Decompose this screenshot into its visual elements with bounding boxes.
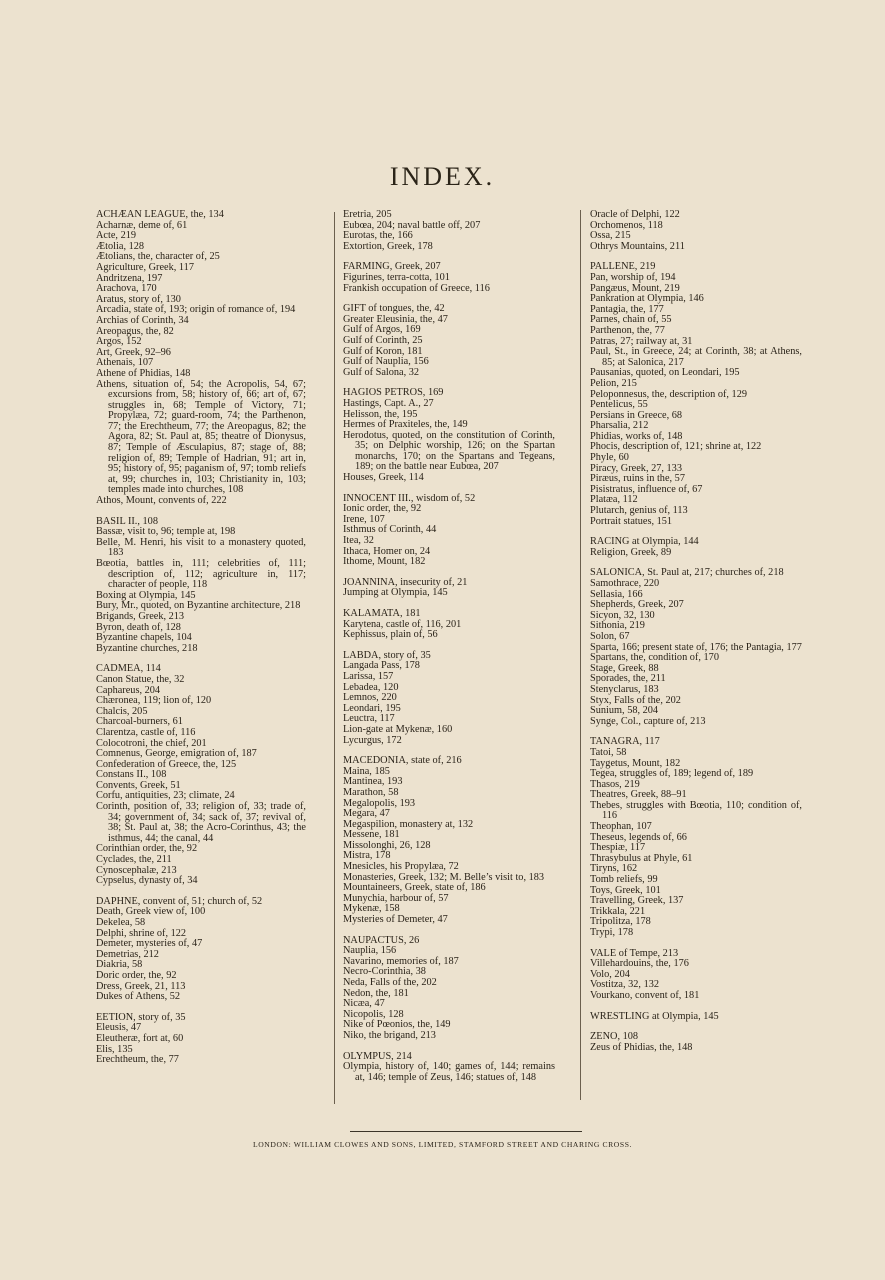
index-column-2 (343, 210, 555, 1093)
index-letter-group (96, 897, 306, 1003)
index-entry: Mantinea, 193 (343, 776, 403, 788)
index-entry: Isthmus of Corinth, 44 (343, 524, 437, 536)
index-entry: TANAGRA, 117 (590, 736, 660, 748)
index-entry: Eleusis, 47 (96, 1022, 142, 1034)
index-entry: Navarino, memories of, 187 (343, 955, 459, 967)
index-entry: ZENO, 108 (590, 1031, 639, 1043)
index-entry: Byzantine chapels, 104 (96, 632, 192, 644)
index-entry: Lycurgus, 172 (343, 734, 402, 746)
index-entry: Athos, Mount, convents of, 222 (96, 495, 227, 507)
index-entry: Thespiæ, 117 (590, 842, 646, 854)
index-entry: JOANNINA, insecurity of, 21 (343, 576, 468, 588)
index-entry: Eleutheræ, fort at, 60 (96, 1032, 184, 1044)
index-entry: Volo, 204 (590, 968, 630, 980)
index-entry: Sithonia, 219 (590, 620, 645, 632)
index-entry: Frankish occupation of Greece, 116 (343, 282, 490, 294)
index-entry: Extortion, Greek, 178 (343, 240, 433, 252)
index-entry: Spartans, the, condition of, 170 (590, 652, 719, 664)
index-letter-group (590, 210, 802, 252)
index-entry: Stage, Greek, 88 (590, 662, 659, 674)
index-entry: Theseus, legends of, 66 (590, 831, 687, 843)
index-entry: Paul, St., in Greece, 24; at Corinth, 38; at Athens, 85; at Salonica, 217 (590, 346, 802, 368)
index-letter-group (590, 737, 802, 938)
index-entry: Ossa, 215 (590, 230, 631, 242)
index-entry: Religion, Greek, 89 (590, 546, 672, 558)
index-entry: Dukes of Athens, 52 (96, 991, 181, 1003)
index-entry: Diakria, 58 (96, 959, 143, 971)
index-entry: Styx, Falls of the, 202 (590, 694, 681, 706)
index-entry: Corfu, antiquities, 23; climate, 24 (96, 790, 235, 802)
index-entry: Sparta, 166; present state of, 176; the Pantagia, 177 (590, 641, 802, 653)
index-entry: Thasos, 219 (590, 778, 640, 790)
index-entry: Oracle of Delphi, 122 (590, 209, 680, 220)
index-entry: Vostitza, 32, 132 (590, 979, 660, 991)
index-entry: KALAMATA, 181 (343, 608, 421, 619)
index-entry: Ionic order, the, 92 (343, 503, 422, 515)
index-entry: Irene, 107 (343, 513, 385, 525)
index-letter-group (343, 210, 555, 252)
index-entry: Chalcis, 205 (96, 705, 148, 717)
index-entry: Tomb reliefs, 99 (590, 874, 658, 886)
index-entry: Agriculture, Greek, 117 (96, 261, 194, 273)
index-entry: Solon, 67 (590, 630, 630, 642)
index-entry: Convents, Greek, 51 (96, 779, 181, 791)
index-entry: Piræus, ruins in the, 57 (590, 473, 685, 485)
index-entry: Ætolia, 128 (96, 240, 145, 252)
index-entry: Athens, situation of, 54; the Acropolis, 54, 67; excursions from, 58; history of, 66; art of, 67; struggles in, 68; Temple of Victory, 71; Propylæa, 72; guard-room, 74; the Parthenon, 77; the Erechtheum, 77; the Areopagus, 82; the Agora, 82; St. Paul at, 85; theatre of Dionysus, 87; Temple of Æsculapius, 87; stage of, 88; religion of, 89; Temple of Hadrian, 91; art in, 95; history of, 95; paganism of, 97; tomb reliefs at, 99; churches in, 103; Christianity in, 103; temples made into churches, 108 (96, 378, 306, 496)
index-letter-group (343, 936, 555, 1042)
index-entry: Maina, 185 (343, 765, 390, 777)
index-entry: Eurotas, the, 166 (343, 230, 413, 242)
index-entry: Pelion, 215 (590, 377, 637, 389)
index-entry: SALONICA, St. Paul at, 217; churches of, 218 (590, 567, 784, 579)
index-entry: Neda, Falls of the, 202 (343, 977, 437, 988)
index-letter-group (590, 1012, 802, 1023)
index-entry: Travelling, Greek, 137 (590, 895, 684, 907)
index-entry: Theophan, 107 (590, 821, 652, 833)
index-entry: Hermes of Praxiteles, the, 149 (343, 419, 468, 431)
index-letter-group (343, 578, 555, 599)
index-entry: Gulf of Argos, 169 (343, 324, 421, 336)
index-entry: Taygetus, Mount, 182 (590, 757, 681, 769)
index-entry: Demeter, mysteries of, 47 (96, 938, 203, 950)
index-entry: Death, Greek view of, 100 (96, 906, 206, 918)
index-entry: NAUPACTUS, 26 (343, 934, 420, 946)
index-entry: Synge, Col., capture of, 213 (590, 715, 706, 727)
index-letter-group (343, 1052, 555, 1084)
index-entry: Piracy, Greek, 27, 133 (590, 462, 682, 474)
index-entry: Sporades, the, 211 (590, 673, 666, 685)
index-entry: Arcadia, state of, 193; origin of romance of, 194 (96, 304, 296, 316)
index-letter-group (343, 388, 555, 483)
index-entry: Megaspilion, monastery at, 132 (343, 818, 474, 830)
index-entry: Belle, M. Henri, his visit to a monastery quoted, 183 (96, 536, 306, 559)
index-entry: Pisistratus, influence of, 67 (590, 483, 703, 495)
index-entry: Leondari, 195 (343, 702, 401, 714)
index-entry: Stenyclarus, 183 (590, 683, 659, 695)
index-letter-group (343, 262, 555, 294)
index-entry: Dress, Greek, 21, 113 (96, 980, 186, 992)
index-letter-group (343, 609, 555, 641)
index-entry: Patras, 27; railway at, 31 (590, 335, 693, 347)
index-column-3 (590, 210, 802, 1063)
index-letter-group (343, 756, 555, 926)
index-entry: Megara, 47 (343, 808, 390, 820)
index-entry: Larissa, 157 (343, 670, 394, 682)
index-entry: Art, Greek, 92–96 (96, 346, 171, 358)
index-entry: Nicopolis, 128 (343, 1008, 404, 1020)
index-letter-group (343, 651, 555, 746)
index-entry: Mykenæ, 158 (343, 903, 400, 915)
index-entry: Orchomenos, 118 (590, 219, 663, 231)
index-entry: Megalopolis, 193 (343, 797, 416, 809)
index-entry: Archias of Corinth, 34 (96, 314, 189, 326)
index-entry: Peloponnesus, the, description of, 129 (590, 388, 748, 400)
index-entry: Lemnos, 220 (343, 692, 397, 704)
index-entry: Tiryns, 162 (590, 863, 638, 875)
index-entry: Langada Pass, 178 (343, 660, 420, 672)
index-entry: FARMING, Greek, 207 (343, 261, 441, 273)
index-entry: Trikkala, 221 (590, 905, 646, 917)
index-entry: Ithome, Mount, 182 (343, 556, 426, 568)
index-entry: BASIL II., 108 (96, 515, 158, 527)
index-entry: Erechtheum, the, 77 (96, 1054, 179, 1066)
index-entry: Canon Statue, the, 32 (96, 673, 185, 685)
index-entry: Eubœa, 204; naval battle off, 207 (343, 219, 481, 231)
page-title: INDEX. (389, 162, 496, 191)
index-letter-group (590, 949, 802, 1002)
index-entry: Bury, Mr., quoted, on Byzantine architecture, 218 (96, 600, 301, 612)
index-entry: Clarentza, castle of, 116 (96, 726, 196, 738)
index-entry: Phocis, description of, 121; shrine at, 122 (590, 441, 762, 453)
index-entry: Cynoscephalæ, 213 (96, 864, 177, 876)
index-letter-group (96, 664, 306, 886)
index-entry: Lebadea, 120 (343, 681, 399, 693)
index-entry: PALLENE, 219 (590, 261, 656, 273)
index-entry: Plutarch, genius of, 113 (590, 505, 688, 517)
index-entry: Gulf of Salona, 32 (343, 366, 420, 378)
index-entry: Aratus, story of, 130 (96, 293, 181, 305)
index-entry: Pangæus, Mount, 219 (590, 282, 680, 294)
index-entry: Jumping at Olympia, 145 (343, 587, 448, 599)
index-letter-group (96, 210, 306, 507)
index-entry: LABDA, story of, 35 (343, 649, 431, 661)
index-letter-group (590, 1032, 802, 1053)
index-entry: Portrait statues, 151 (590, 515, 673, 527)
index-entry: Ætolians, the, character of, 25 (96, 251, 220, 263)
index-entry: Mnesicles, his Propylæa, 72 (343, 861, 459, 873)
index-entry: RACING at Olympia, 144 (590, 536, 699, 548)
index-entry: Demetrias, 212 (96, 948, 159, 960)
index-entry: Platæa, 112 (590, 494, 638, 506)
index-entry: Phyle, 60 (590, 452, 629, 464)
index-entry: Dekelea, 58 (96, 917, 146, 928)
index-entry: EETION, story of, 35 (96, 1011, 186, 1023)
index-entry: Corinth, position of, 33; religion of, 33; trade of, 34; government of, 34; sack of, 37; revival of, 38; St. Paul at, 38; the Acro-Corinthus, 43; the isthmus, 44; the canal, 44 (96, 801, 306, 844)
index-entry: Comnenus, George, emigration of, 187 (96, 748, 257, 760)
index-entry: Corinthian order, the, 92 (96, 843, 198, 855)
index-letter-group (96, 1013, 306, 1066)
index-entry: Tripolitza, 178 (590, 916, 651, 928)
index-entry: Sicyon, 32, 130 (590, 609, 655, 621)
index-entry: Parnes, chain of, 55 (590, 314, 672, 326)
index-entry: Mysteries of Demeter, 47 (343, 914, 448, 926)
index-entry: Missolonghi, 26, 128 (343, 839, 431, 851)
index-entry: Herodotus, quoted, on the constitution of Corinth, 35; on Delphic worship, 126; on the Spartan monarchs, 170; on the Spartans and Tegeans, 189; on the battle near Eubœa, 207 (343, 429, 555, 473)
index-entry: Necro-Corinthia, 38 (343, 966, 426, 978)
index-entry: Acte, 219 (96, 230, 137, 242)
printer-imprint: LONDON: WILLIAM CLOWES AND SONS, LIMITED, STAMFORD STREET AND CHARING CROSS. (252, 1140, 633, 1149)
index-entry: Nicæa, 47 (343, 998, 385, 1010)
index-entry: HAGIOS PETROS, 169 (343, 387, 444, 399)
index-entry: Delphi, shrine of, 122 (96, 927, 187, 939)
index-entry: Chæronea, 119; lion of, 120 (96, 695, 212, 707)
index-entry: VALE of Tempe, 213 (590, 947, 679, 959)
index-entry: Phidias, works of, 148 (590, 430, 683, 442)
index-entry: Brigands, Greek, 213 (96, 610, 185, 622)
index-entry: CADMEA, 114 (96, 663, 161, 675)
index-letter-group (590, 568, 802, 727)
index-column-1 (96, 210, 306, 1076)
index-entry: Colocotroni, the chief, 201 (96, 737, 207, 749)
index-entry: Monasteries, Greek, 132; M. Belle’s visit to, 183 (343, 871, 545, 883)
index-entry: Villehardouins, the, 176 (590, 958, 689, 970)
index-entry: Messene, 181 (343, 829, 400, 841)
index-entry: Doric order, the, 92 (96, 969, 177, 981)
index-entry: Kephissus, plain of, 56 (343, 629, 438, 641)
index-entry: Cyclades, the, 211 (96, 854, 172, 866)
index-entry: Gulf of Nauplia, 156 (343, 356, 429, 368)
index-entry: Othrys Mountains, 211 (590, 240, 685, 252)
index-entry: Figurines, terra-cotta, 101 (343, 271, 450, 283)
index-entry: Lion-gate at Mykenæ, 160 (343, 723, 453, 735)
index-entry: Eretria, 205 (343, 209, 392, 220)
index-entry: Houses, Greek, 114 (343, 472, 424, 484)
index-entry: DAPHNE, convent of, 51; church of, 52 (96, 895, 263, 907)
index-entry: Caphareus, 204 (96, 684, 161, 696)
index-entry: Cypselus, dynasty of, 34 (96, 875, 198, 887)
index-entry: Theatres, Greek, 88–91 (590, 789, 687, 801)
index-letter-group (343, 494, 555, 568)
index-entry: Vourkano, convent of, 181 (590, 989, 700, 1001)
index-letter-group (96, 517, 306, 655)
index-entry: Constans II., 108 (96, 769, 167, 781)
index-entry: Samothrace, 220 (590, 578, 660, 589)
index-entry: Munychia, harbour of, 57 (343, 892, 449, 904)
index-entry: Pharsalia, 212 (590, 420, 649, 432)
column-divider (580, 210, 581, 1100)
index-entry: Marathon, 58 (343, 786, 399, 798)
index-entry: Greater Eleusinia, the, 47 (343, 313, 448, 325)
index-entry: Zeus of Phidias, the, 148 (590, 1041, 693, 1053)
index-entry: Pan, worship of, 194 (590, 271, 676, 283)
index-entry: Pausanias, quoted, on Leondari, 195 (590, 367, 740, 379)
index-entry: MACEDONIA, state of, 216 (343, 755, 462, 767)
index-entry: Olympia, history of, 140; games of, 144; remains at, 146; temple of Zeus, 146; statues of, 148 (343, 1061, 555, 1083)
index-entry: Pentelicus, 55 (590, 399, 648, 411)
index-entry: Leuctra, 117 (343, 713, 395, 725)
index-entry: Parthenon, the, 77 (590, 324, 665, 336)
index-entry: Sunium, 58, 204 (590, 705, 659, 717)
index-entry: Thrasybulus at Phyle, 61 (590, 852, 693, 864)
index-entry: Nedon, the, 181 (343, 987, 409, 999)
index-entry: Confederation of Greece, the, 125 (96, 758, 237, 770)
index-entry: Gulf of Corinth, 25 (343, 334, 423, 346)
index-entry: OLYMPUS, 214 (343, 1050, 412, 1062)
index-entry: Karytena, castle of, 116, 201 (343, 618, 462, 630)
index-entry: Byzantine churches, 218 (96, 642, 198, 654)
index-entry: Bœotia, battles in, 111; celebrities of, 111; description of, 112; agriculture in, 117; character of people, 118 (96, 558, 306, 591)
index-entry: Helisson, the, 195 (343, 408, 418, 420)
index-entry: Byron, death of, 128 (96, 621, 181, 633)
index-entry: Tegea, struggles of, 189; legend of, 189 (590, 768, 754, 780)
index-entry: Mountaineers, Greek, state of, 186 (343, 882, 486, 894)
index-entry: Charcoal-burners, 61 (96, 716, 183, 728)
index-entry: Mistra, 178 (343, 850, 391, 862)
index-entry: GIFT of tongues, the, 42 (343, 303, 445, 315)
index-entry: Nike of Pœonios, the, 149 (343, 1019, 451, 1031)
index-entry: Athene of Phidias, 148 (96, 367, 191, 379)
column-divider (334, 212, 335, 1104)
index-entry: Boxing at Olympia, 145 (96, 589, 196, 601)
index-entry: Andritzena, 197 (96, 272, 163, 284)
index-entry: Athenais, 107 (96, 357, 154, 369)
index-entry: Tatoi, 58 (590, 746, 627, 758)
index-entry: Elis, 135 (96, 1043, 133, 1055)
index-entry: Thebes, struggles with Bœotia, 110; condition of, 116 (590, 799, 802, 822)
index-entry: Bassæ, visit to, 96; temple at, 198 (96, 526, 236, 538)
index-entry: Argos, 152 (96, 336, 142, 348)
index-entry: Toys, Greek, 101 (590, 884, 661, 896)
index-entry: Hastings, Capt. A., 27 (343, 397, 434, 409)
index-letter-group (590, 262, 802, 527)
index-entry: Shepherds, Greek, 207 (590, 599, 684, 611)
index-entry: Sellasia, 166 (590, 588, 643, 600)
index-entry: Acharnæ, deme of, 61 (96, 219, 188, 231)
index-entry: Trypi, 178 (590, 927, 634, 938)
index-entry: Itea, 32 (343, 535, 374, 547)
footer-rule (350, 1131, 582, 1132)
index-entry: WRESTLING at Olympia, 145 (590, 1010, 719, 1022)
index-entry: Pankration at Olympia, 146 (590, 293, 704, 305)
index-entry: Arachova, 170 (96, 283, 157, 295)
index-entry: Niko, the brigand, 213 (343, 1029, 436, 1041)
index-entry: Gulf of Koron, 181 (343, 345, 423, 357)
index-entry: INNOCENT III., wisdom of, 52 (343, 492, 476, 504)
index-entry: Ithaca, Homer on, 24 (343, 545, 431, 557)
index-entry: Pantagia, the, 177 (590, 303, 664, 315)
index-letter-group (343, 304, 555, 378)
index-entry: Nauplia, 156 (343, 945, 397, 957)
index-letter-group (590, 537, 802, 558)
index-entry: Areopagus, the, 82 (96, 325, 174, 337)
index-entry: Persians in Greece, 68 (590, 409, 683, 421)
index-entry: ACHÆAN LEAGUE, the, 134 (96, 209, 224, 220)
